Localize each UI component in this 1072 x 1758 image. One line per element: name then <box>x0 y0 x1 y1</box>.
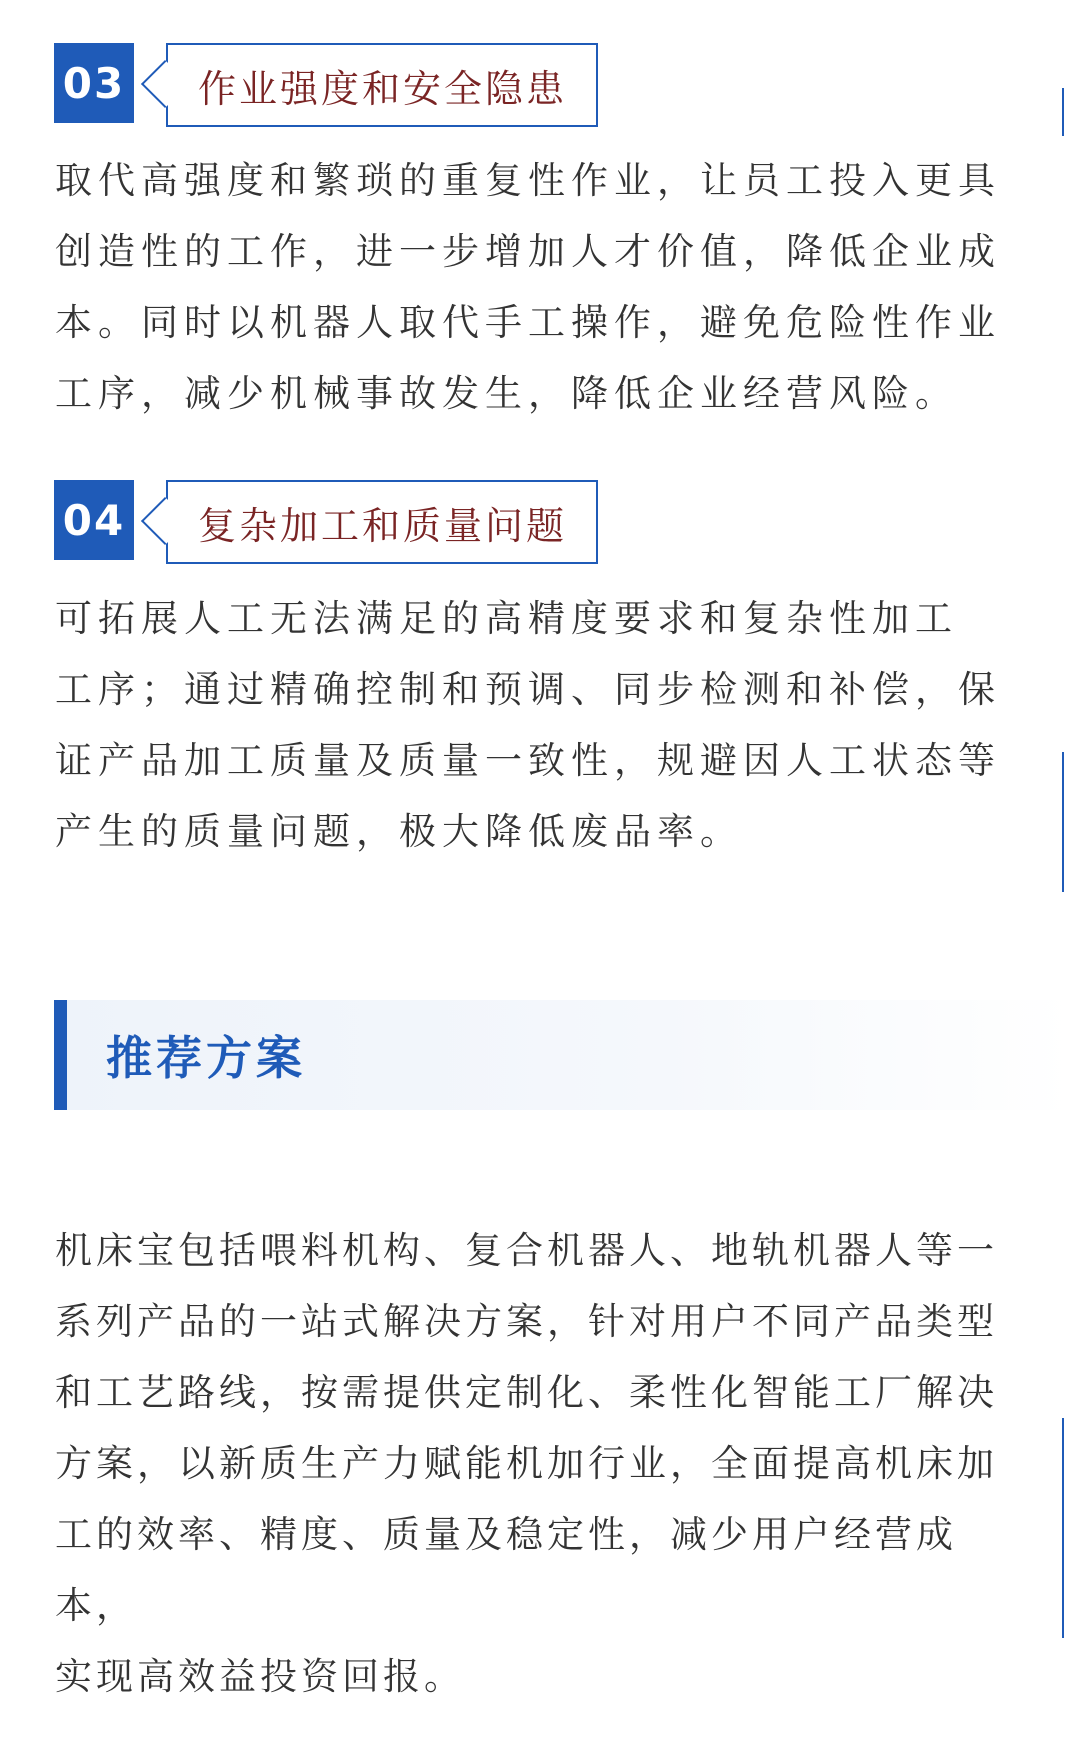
section-title: 作业强度和安全隐患 <box>198 66 568 111</box>
right-edge-line-2 <box>1062 752 1064 892</box>
right-edge-line-1 <box>1062 88 1064 136</box>
section-header-04 <box>54 480 600 568</box>
section-body-03: 取代高强度和繁琐的重复性作业，让员工投入更具 创造性的工作，进一步增加人才价值，降低企业成 本。同时以机器人取代手工操作，避免危险性作业 工序，减少机械事故发生，降低企业经营风险。 <box>55 159 1001 415</box>
section-title: 复杂加工和质量问题 <box>198 503 568 548</box>
recommendation-body: 机床宝包括喂料机构、复合机器人、地轨机器人等一 系列产品的一站式解决方案，针对用户不同产品类型 和工艺路线，按需提供定制化、柔性化智能工厂解决 方案，以新质生产力赋能机加行业，全面提高机床加 工的效率、精度、质量及稳定性，减少用户经营成本， 实现高效益投资回报。 <box>55 1229 998 1698</box>
section-header-03 <box>54 43 600 131</box>
recommendation-banner <box>54 1000 1072 1110</box>
section-number-badge: 03 <box>54 43 134 123</box>
recommendation-accent-bar <box>54 1000 67 1110</box>
section-number-badge: 04 <box>54 480 134 560</box>
section-title-box <box>166 480 598 564</box>
recommendation-title: 推荐方案 <box>106 1031 306 1085</box>
right-edge-line-3 <box>1062 1418 1064 1638</box>
section-body-04: 可拓展人工无法满足的高精度要求和复杂性加工 工序；通过精确控制和预调、同步检测和补偿，保 证产品加工质量及质量一致性，规避因人工状态等 产生的质量问题，极大降低废品率。 <box>55 597 1001 853</box>
section-title-box <box>166 43 598 127</box>
